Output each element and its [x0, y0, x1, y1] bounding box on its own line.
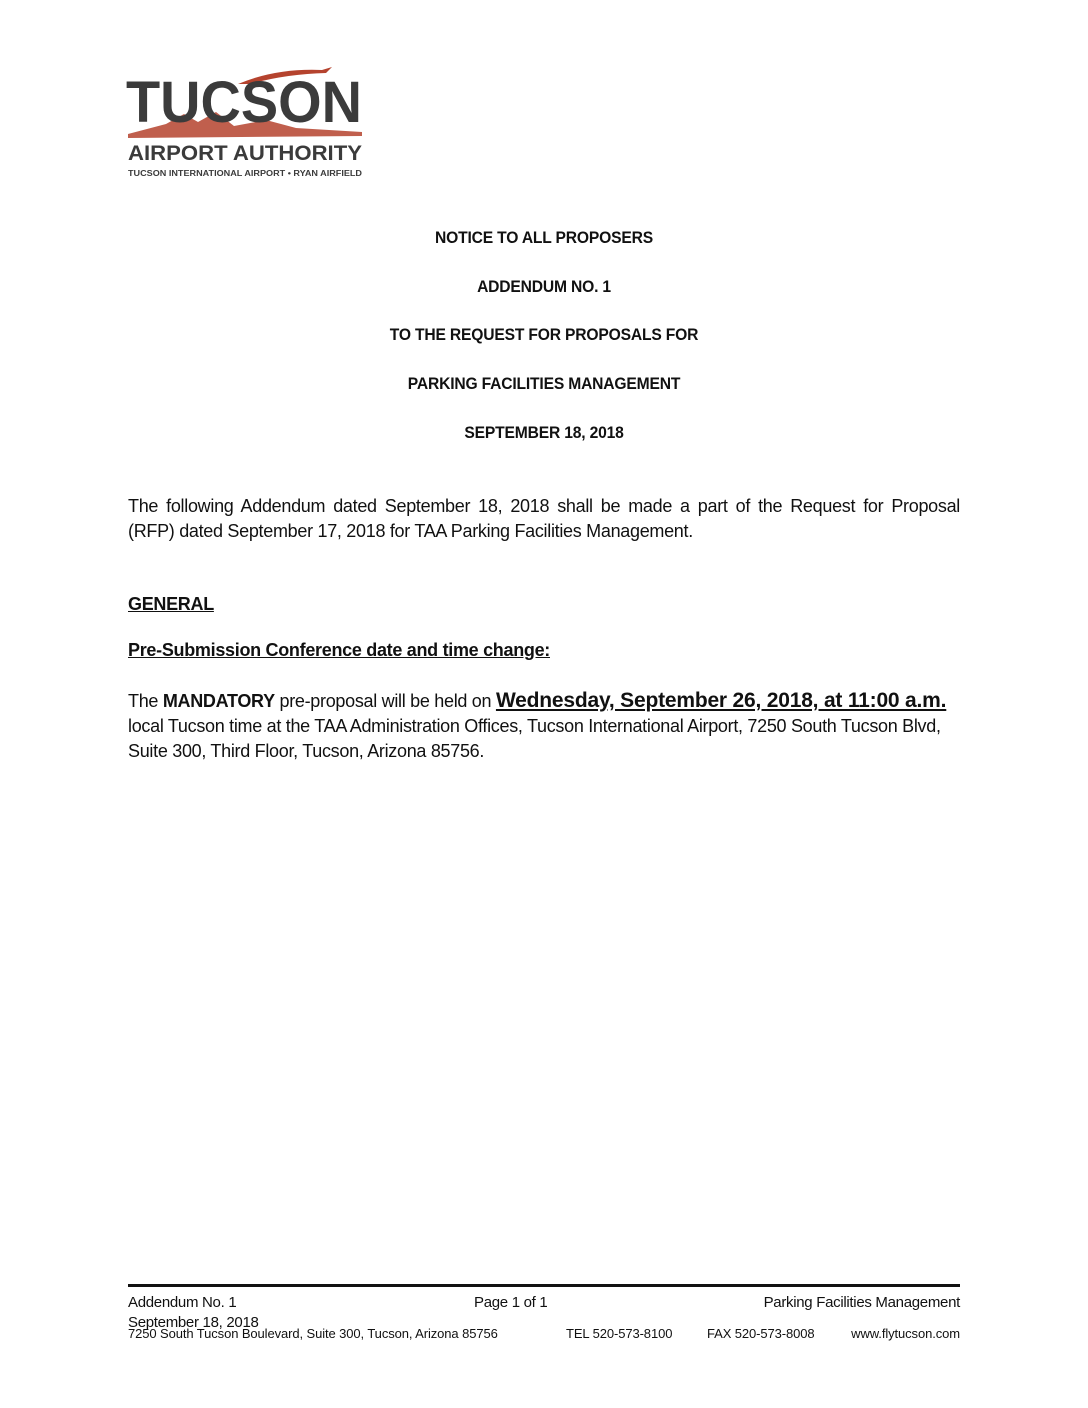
heading-request: TO THE REQUEST FOR PROPOSALS FOR — [389, 325, 699, 344]
heading-addendum: ADDENDUM NO. 1 — [477, 277, 611, 296]
conference-mid: pre-proposal will be held on — [274, 691, 496, 711]
conference-mandatory: MANDATORY — [162, 691, 275, 711]
footer-website[interactable]: www.flytucson.com — [851, 1326, 960, 1341]
conference-line-3: Suite 300, Third Floor, Tucson, Arizona 85756. — [128, 741, 485, 761]
footer-title: Parking Facilities Management — [763, 1294, 960, 1311]
heading-notice: NOTICE TO ALL PROPOSERS — [435, 228, 653, 247]
tucson-airport-authority-logo — [126, 62, 366, 180]
logo-graphic — [126, 62, 366, 180]
footer-address: 7250 South Tucson Boulevard, Suite 300, Tucson, Arizona 85756 — [128, 1326, 498, 1341]
footer-date: September 18, 2018 — [128, 1314, 259, 1331]
conference-line-2: local Tucson time at the TAA Administration Offices, Tucson International Airport, 7250 South Tucson Blvd, — [128, 716, 941, 736]
logo-subtitle: AIRPORT AUTHORITY — [128, 142, 362, 165]
section-general-title: GENERAL — [128, 594, 214, 614]
logo-wordmark: TUCSON — [126, 70, 362, 135]
conference-paragraph — [128, 688, 960, 764]
intro-line-1: The following Addendum dated September 18, 2018 shall be made a part of the Request for Proposal — [128, 496, 960, 516]
intro-line-2: (RFP) dated September 17, 2018 for TAA Parking Facilities Management. — [128, 521, 693, 541]
heading-date: SEPTEMBER 18, 2018 — [464, 423, 624, 442]
section-general-subtitle: Pre-Submission Conference date and time change: — [128, 640, 550, 660]
logo-tagline: TUCSON INTERNATIONAL AIRPORT • RYAN AIRFIELD — [128, 169, 363, 178]
conference-line-1 — [128, 688, 960, 714]
footer-addendum: Addendum No. 1 — [128, 1294, 237, 1311]
heading-parking: PARKING FACILITIES MANAGEMENT — [407, 374, 681, 393]
footer-fax: FAX 520-573-8008 — [707, 1326, 815, 1341]
conference-date: Wednesday, September 26, 2018, at 11:00 a.m. — [495, 689, 947, 712]
intro-paragraph — [128, 494, 960, 544]
footer-page-number: Page 1 of 1 — [474, 1294, 548, 1311]
footer-tel: TEL 520-573-8100 — [566, 1326, 673, 1341]
footer-rule — [128, 1284, 960, 1287]
conference-the: The — [128, 691, 163, 711]
